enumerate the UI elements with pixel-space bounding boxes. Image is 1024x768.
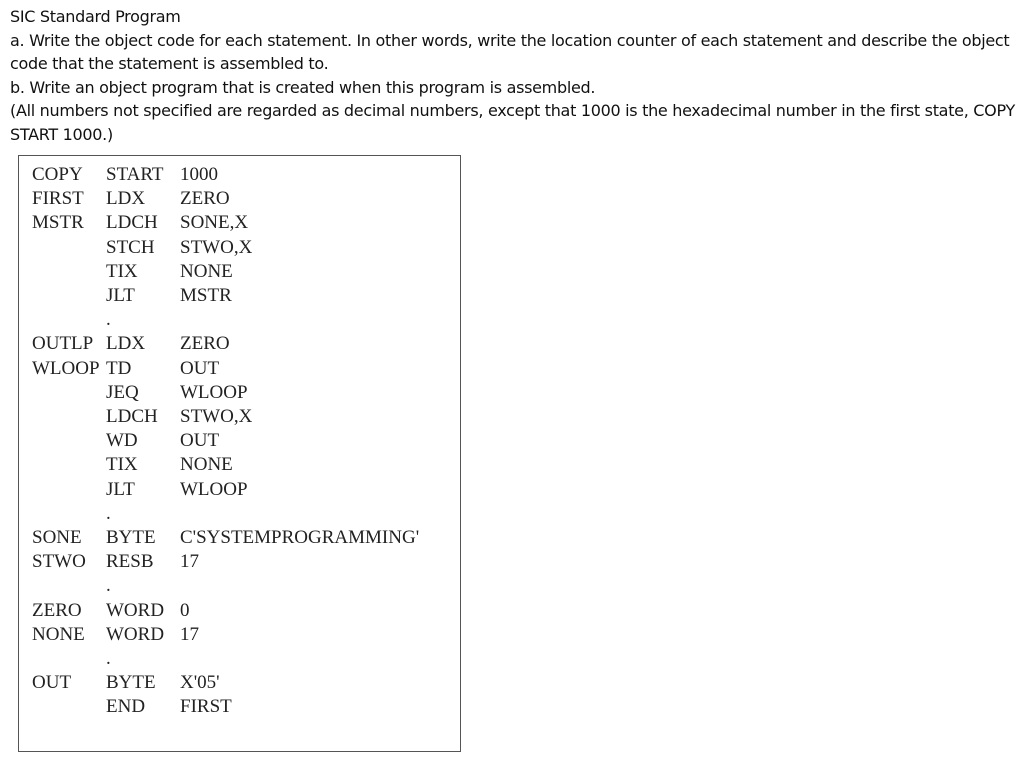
operand-field: WLOOP: [180, 478, 248, 500]
opcode-field: LDX: [106, 188, 146, 210]
opcode-field: TIX: [106, 260, 138, 282]
problem-part-a: a. Write the object code for each statement. In other words, write the location counter of each statement and describe the object code that the statement is assembled to.: [10, 30, 1010, 73]
operand-field: ZERO: [180, 333, 230, 355]
problem-part-b: b. Write an object program that is created when this program is assembled.: [10, 77, 596, 97]
opcode-field: START: [106, 164, 164, 185]
operand-field: C'SYSTEMPROGRAMMING': [180, 527, 420, 548]
operand-field: 17: [180, 623, 199, 645]
opcode-field: LDCH: [106, 212, 158, 234]
opcode-field: STCH: [106, 236, 155, 258]
operand-field: STWO,X: [180, 406, 253, 427]
operand-field: X'05': [180, 672, 220, 694]
operand-field: 17: [180, 551, 199, 573]
operand-field: NONE: [180, 454, 233, 476]
operand-field: WLOOP: [180, 381, 248, 403]
comment-dot: .: [106, 309, 111, 331]
operand-field: NONE: [180, 260, 233, 282]
problem-note: (All numbers not specified are regarded as decimal numbers, except that 1000 is the hexadecimal number in the first state, COPY START 1000.): [10, 101, 1015, 144]
comment-dot: .: [106, 575, 111, 597]
operand-field: OUT: [180, 430, 220, 452]
label-field: COPY: [32, 164, 83, 185]
opcode-field: WD: [106, 430, 138, 452]
label-field: MSTR: [32, 212, 84, 234]
label-field: SONE: [32, 527, 82, 548]
operand-field: 0: [180, 599, 190, 621]
label-field: ZERO: [32, 599, 82, 621]
opcode-field: BYTE: [106, 672, 156, 694]
opcode-field: END: [106, 696, 146, 718]
comment-dot: .: [106, 648, 111, 669]
operand-field: ZERO: [180, 188, 230, 210]
label-field: OUT: [32, 672, 72, 694]
label-field: FIRST: [32, 188, 84, 210]
operand-field: SONE,X: [180, 212, 249, 234]
opcode-field: BYTE: [106, 527, 156, 548]
operand-field: 1000: [180, 164, 218, 185]
operand-field: OUT: [180, 357, 220, 379]
opcode-field: JLT: [106, 478, 135, 500]
label-field: STWO: [32, 551, 86, 573]
opcode-field: WORD: [106, 623, 165, 645]
operand-field: MSTR: [180, 285, 232, 306]
opcode-field: WORD: [106, 599, 165, 621]
label-field: WLOOP: [32, 357, 100, 379]
opcode-field: JLT: [106, 285, 135, 306]
opcode-field: LDCH: [106, 406, 158, 427]
label-field: NONE: [32, 623, 85, 645]
sic-program-listing: [18, 155, 461, 752]
opcode-field: LDX: [106, 333, 146, 355]
opcode-field: JEQ: [106, 381, 139, 403]
problem-statement: [10, 5, 1018, 146]
operand-field: STWO,X: [180, 236, 253, 258]
opcode-field: RESB: [106, 551, 154, 573]
problem-title: SIC Standard Program: [10, 7, 181, 26]
comment-dot: .: [106, 502, 111, 524]
label-field: OUTLP: [32, 333, 94, 355]
opcode-field: TIX: [106, 454, 138, 476]
opcode-field: TD: [106, 357, 132, 379]
operand-field: FIRST: [180, 696, 232, 718]
